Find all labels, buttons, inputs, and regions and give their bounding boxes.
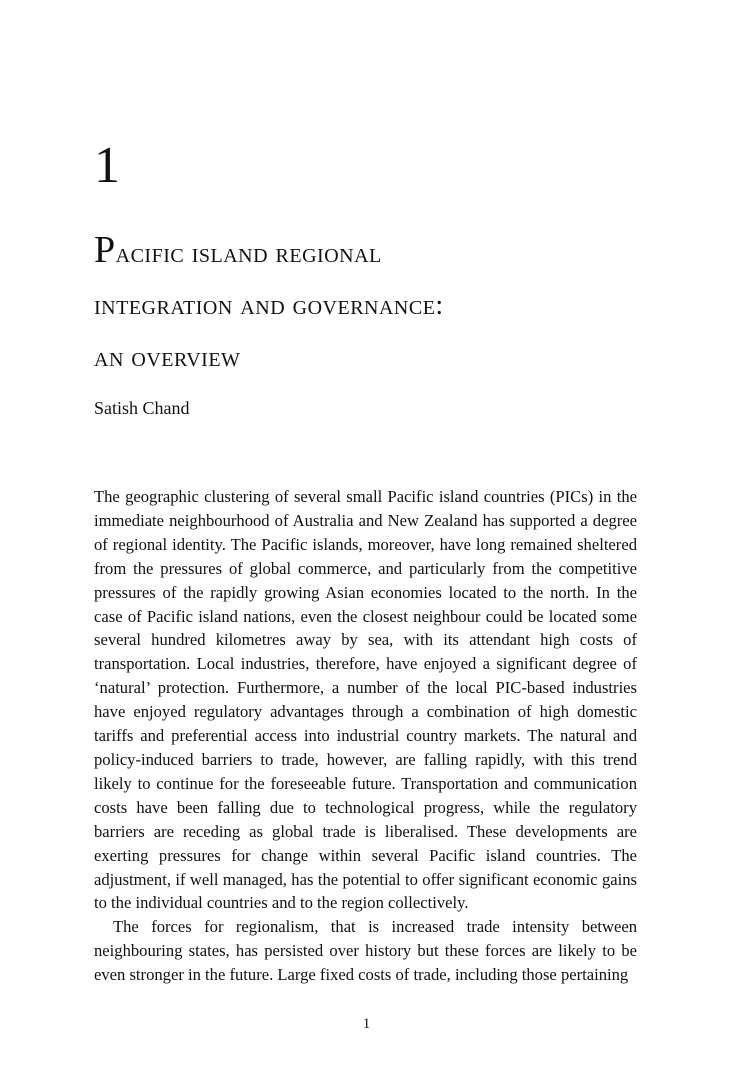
chapter-title-line-1-rest: acific island regional [115,238,382,269]
body-text [94,485,637,987]
chapter-title-line-1 [94,224,654,280]
page-number: 1 [362,1016,371,1032]
chapter-title-line-2: integration and governance: [94,290,444,321]
body-paragraph-1: The geographic clustering of several small Pacific island countries (PICs) in the immediate neighbourhood of Australia and New Zealand has supported a degree of regional identity. The Pacific islands, moreover, have long remained sheltered from the pressures of global commerce, and particularly from the competitive pressures of the rapidly growing Asian economies located to the north. In the case of Pacific island nations, even the closest neighbour could be located some several hundred kilometres away by sea, with its attendant high costs of transportation. Local industries, therefore, have enjoyed a significant degree of ‘natural’ protection. Furthermore, a number of the local PIC-based industries have enjoyed regulatory advantages through a combination of high domestic tariffs and preferential access into industrial country markets. The natural and policy-induced barriers to trade, however, are falling rapidly, with this trend likely to continue for the foreseeable future. Transportation and communication costs have been falling due to technological progress, while the regulatory barriers are receding as global trade is liberalised. These developments are exerting pressures for change within several Pacific island countries. The adjustment, if well managed, has the potential to offer significant economic gains to the individual countries and to the region collectively. [94,487,637,913]
chapter-title-initial: P [94,229,116,271]
chapter-number: 1 [94,137,120,194]
author-name: Satish Chand [94,398,190,418]
body-paragraph-2: The forces for regionalism, that is increased trade intensity between neighbouring states, has persisted over history but these forces are likely to be even stronger in the future. Large fixed costs of trade, including those pertaining [94,917,637,985]
chapter-title-line-3: an overview [94,342,241,373]
chapter-title [94,224,654,384]
